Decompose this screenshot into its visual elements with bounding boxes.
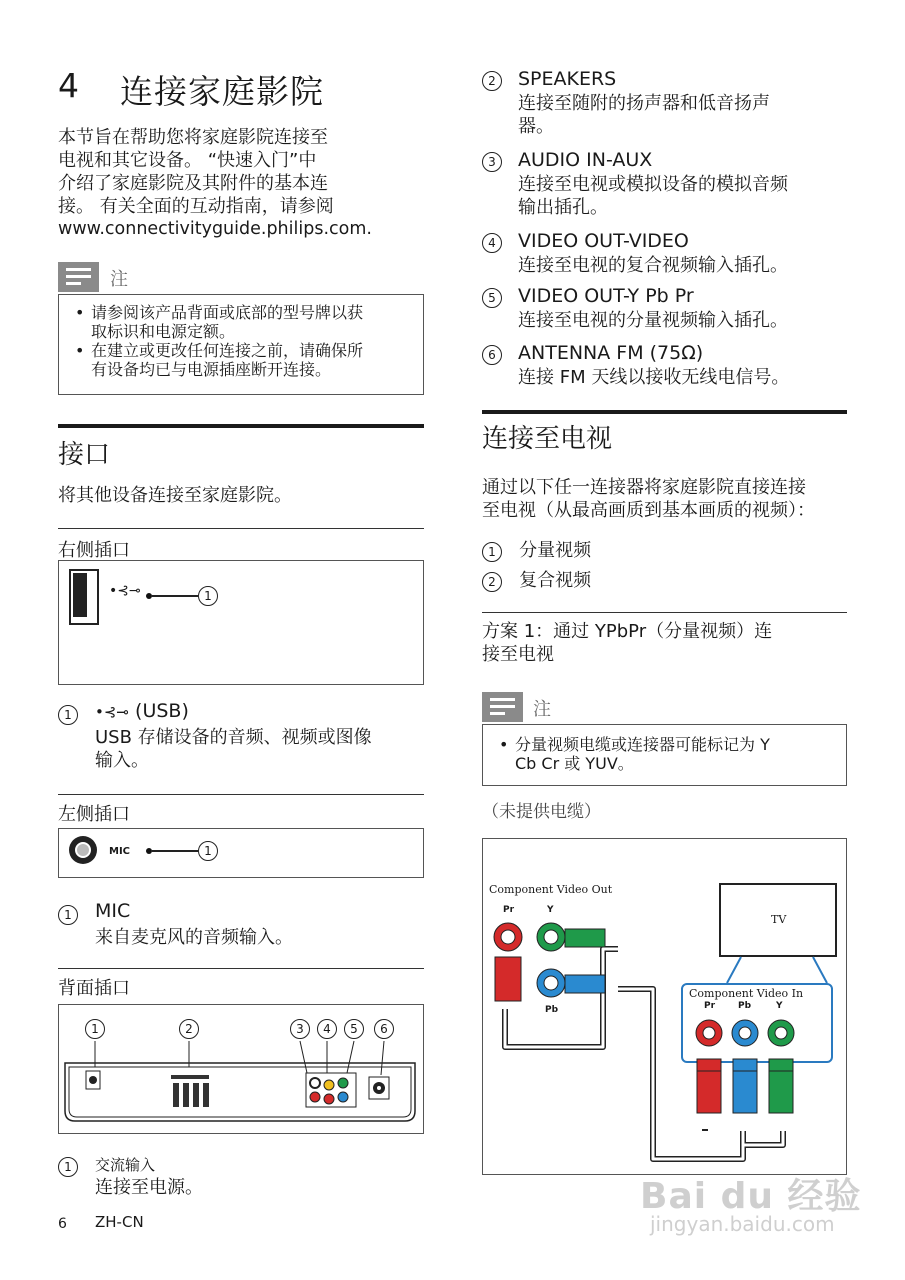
item-number: 3 — [482, 152, 502, 172]
item-number: 1 — [58, 705, 78, 725]
subsection-title-left: 左侧插口 — [58, 804, 130, 825]
note-item: • 在建立或更改任何连接之前，请确保所 有设备均已与电源插座断开连接。 — [75, 341, 417, 379]
option-label: 复合视频 — [519, 570, 592, 591]
intro-line: 本节旨在帮助您将家庭影院连接至 — [58, 127, 328, 148]
usb-icon: •⊰⊸ — [95, 703, 129, 721]
item-title: VIDEO OUT-VIDEO — [518, 230, 689, 252]
note-box — [482, 724, 847, 786]
intro-line: 接。 有关全面的互动指南，请参阅 — [58, 196, 334, 217]
pr-label: Pr — [503, 905, 515, 915]
item-number: 5 — [482, 288, 502, 308]
item-number: 2 — [482, 572, 502, 592]
usb-item-title: •⊰⊸ (USB) — [95, 700, 189, 722]
item-title: VIDEO OUT-Y Pb Pr — [518, 285, 694, 307]
note-label: 注 — [533, 699, 551, 720]
cable-note: （未提供电缆） — [482, 802, 601, 822]
list-item: 3 AUDIO IN-AUX 连接至电视或模拟设备的模拟音频 输出插孔。 — [482, 149, 852, 230]
callout-line — [152, 595, 198, 597]
watermark-url: jingyan.baidu.com — [650, 1212, 835, 1236]
usb-port — [69, 569, 99, 625]
mic-item-title: MIC — [95, 900, 131, 922]
item-number: 1 — [58, 905, 78, 925]
subsection-divider — [58, 794, 424, 795]
subsection-divider — [58, 968, 424, 969]
section-title-connectors: 接口 — [58, 440, 111, 470]
intro-line: 介绍了家庭影院及其附件的基本连 — [58, 173, 328, 194]
tv-option-1 — [482, 536, 591, 562]
callout-4: 4 — [317, 1019, 337, 1039]
intro-paragraph — [58, 126, 418, 241]
item-title: ANTENNA FM (75Ω) — [518, 342, 704, 364]
callout-5: 5 — [344, 1019, 364, 1039]
rear-panel-diagram — [58, 1004, 424, 1134]
section-divider — [482, 410, 847, 414]
rear-items-list — [482, 68, 852, 397]
intro-link[interactable]: www.connectivityguide.philips.com. — [58, 219, 372, 239]
right-side-diagram — [58, 560, 424, 685]
rear-item-title: 交流输入 — [95, 1156, 156, 1174]
item-number: 1 — [58, 1157, 78, 1177]
source-label: Component Video Out — [489, 883, 613, 896]
mic-item-desc: 来自麦克风的音频输入。 — [95, 927, 293, 948]
callout-1: 1 — [85, 1019, 105, 1039]
item-number: 2 — [482, 71, 502, 91]
tv-pr-label: Pr — [704, 1001, 716, 1011]
chapter-title: 连接家庭影院 — [120, 72, 324, 111]
section-tv-desc: 通过以下任一连接器将家庭影院直接连接 至电视（从最高画质到基本画质的视频）： — [482, 477, 815, 521]
note-label: 注 — [110, 269, 128, 290]
tv-label: TV — [771, 913, 787, 926]
list-item: 5 VIDEO OUT-Y Pb Pr 连接至电视的分量视频输入插孔。 — [482, 285, 852, 342]
tv-y-label: Y — [776, 1001, 783, 1011]
callout-6: 6 — [374, 1019, 394, 1039]
item-number: 1 — [482, 542, 502, 562]
rear-panel-drawing — [59, 1005, 423, 1133]
note-box — [58, 294, 424, 395]
callout-1: 1 — [198, 586, 218, 606]
mic-label: MIC — [109, 846, 131, 857]
tv-in-label: Component Video In — [689, 987, 804, 1000]
callout-1: 1 — [198, 841, 218, 861]
section-title-tv: 连接至电视 — [482, 424, 613, 454]
list-item: 6 ANTENNA FM (75Ω) 连接 FM 天线以接收无线电信号。 — [482, 342, 852, 397]
item-title: AUDIO IN-AUX — [518, 149, 653, 171]
page-number: 6 — [58, 1216, 67, 1232]
subsection-title-rear: 背面插口 — [58, 978, 130, 999]
option1-title: 方案 1：通过 YPbPr（分量视频）连 接至电视 — [482, 621, 773, 665]
chapter-number: 4 — [58, 66, 80, 105]
callout-line — [152, 850, 198, 852]
callout-2: 2 — [179, 1019, 199, 1039]
callout-3: 3 — [290, 1019, 310, 1039]
note-item: • 请参阅该产品背面或底部的型号牌以获 取标识和电源定额。 — [75, 303, 417, 341]
left-side-diagram — [58, 828, 424, 878]
item-number: 4 — [482, 233, 502, 253]
section-divider — [58, 424, 424, 428]
pb-label: Pb — [545, 1005, 559, 1015]
usb-icon: •⊰⊸ — [109, 583, 141, 599]
watermark-logo: Bai du 经验 — [640, 1176, 862, 1217]
subsection-divider — [482, 612, 847, 613]
list-item: 4 VIDEO OUT-VIDEO 连接至电视的复合视频输入插孔。 — [482, 230, 852, 285]
language-code: ZH-CN — [95, 1213, 144, 1231]
y-label: Y — [547, 905, 554, 915]
rear-item-desc: 连接至电源。 — [95, 1177, 203, 1198]
note-item: • 分量视频电缆或连接器可能标记为 Y Cb Cr 或 YUV。 — [499, 735, 840, 773]
subsection-title-right: 右侧插口 — [58, 540, 130, 561]
option-label: 分量视频 — [519, 540, 592, 561]
item-title: SPEAKERS — [518, 68, 617, 90]
mic-jack — [69, 836, 97, 864]
usb-item-desc: USB 存储设备的音频、视频或图像 输入。 — [95, 727, 372, 771]
subsection-divider — [58, 528, 424, 529]
tv-pb-label: Pb — [738, 1001, 752, 1011]
section-desc: 将其他设备连接至家庭影院。 — [58, 485, 292, 506]
cable-drawing — [483, 839, 846, 1174]
note-icon — [482, 692, 523, 722]
tv-option-2 — [482, 566, 591, 592]
list-item: 2 SPEAKERS 连接至随附的扬声器和低音扬声 器。 — [482, 68, 852, 149]
note-icon — [58, 262, 99, 292]
component-video-diagram — [482, 838, 847, 1175]
item-number: 6 — [482, 345, 502, 365]
intro-line: 电视和其它设备。 “快速入门”中 — [58, 150, 317, 171]
